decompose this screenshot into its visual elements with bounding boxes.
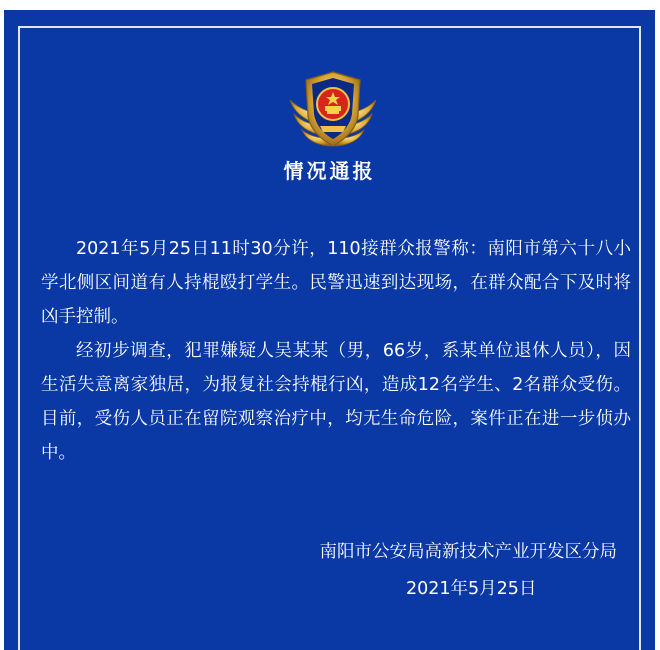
notice-body <box>41 232 631 470</box>
notice-paragraph-2: 经初步调查，犯罪嫌疑人吴某某（男，66岁，系某单位退休人员），因生活失意离家独居，为报复社会持棍行凶，造成12名学生、2名群众受伤。目前，受伤人员正在留院观察治疗中，均无生命危险，案件正在进一步侦办中。 <box>41 341 631 463</box>
notice-paragraph-1: 2021年5月25日11时30分许，110接群众报警称：南阳市第六十八小学北侧区间道有人持棍殴打学生。民警迅速到达现场，在群众配合下及时将凶手控制。 <box>41 239 631 327</box>
notice-panel <box>4 10 655 650</box>
notice-title: 情况通报 <box>283 159 376 183</box>
issuer-name: 南阳市公安局高新技术产业开发区分局 <box>319 542 617 562</box>
issue-date: 2021年5月25日 <box>406 579 537 599</box>
police-emblem-icon <box>286 66 380 158</box>
